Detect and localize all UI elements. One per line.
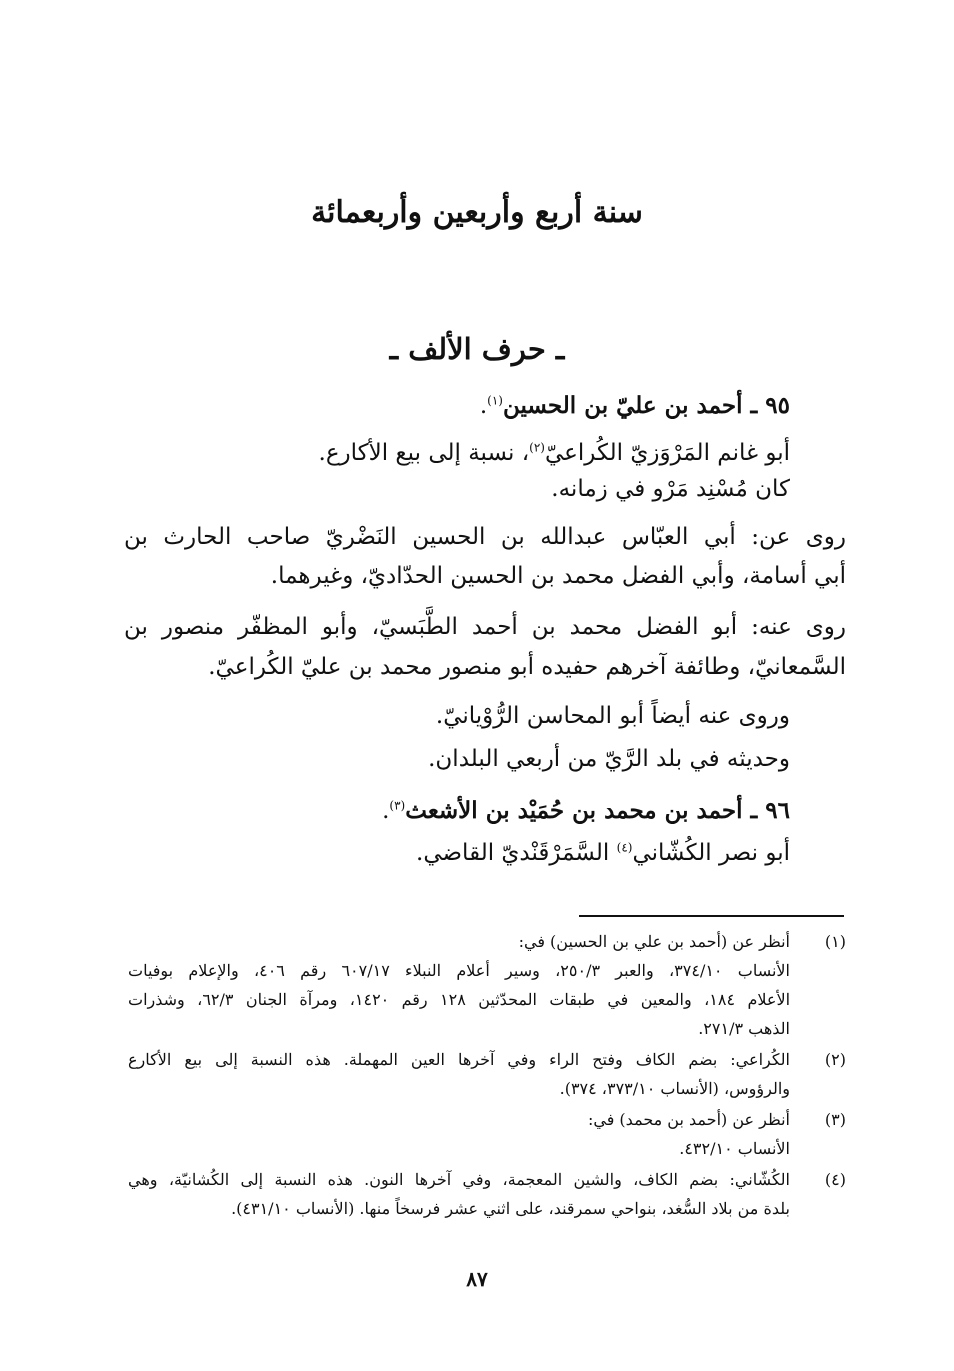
entry-line-text: أبو غانم المَرْوَزيّ الكُراعيّ bbox=[544, 440, 790, 466]
entry-line: أبي أسامة، وأبي الفضل محمد بن الحسين الحدّاديّ، وغيرهما. bbox=[270, 563, 846, 589]
entry-number: ٩٦ ـ bbox=[750, 797, 790, 824]
footnote-ref: (٣) bbox=[389, 798, 406, 813]
section-heading: ـ حرف الألف ـ bbox=[389, 332, 565, 366]
entry-name: أحمد بن محمد بن حُمَيْد بن الأشعث bbox=[405, 797, 743, 824]
entry-line: وروى عنه أيضاً أبو المحاسن الرُّوْيانيّ. bbox=[435, 703, 790, 729]
footnote-number: (٣) bbox=[824, 1110, 846, 1129]
footnote-ref: (١) bbox=[487, 393, 503, 408]
entry-line-text: أبو نصر الكُشّاني bbox=[632, 840, 790, 866]
entry-heading-end: . bbox=[479, 393, 488, 419]
footnote-number: (١) bbox=[824, 932, 846, 951]
entry-number: ٩٥ ـ bbox=[750, 392, 790, 419]
footnote-line: الأعلام ١٨٤، والمعين في طبقات المحدّثين ١٢٨ رقم ١٤٢٠، ومرآة الجنان ٦٢/٣، وشذرات bbox=[128, 990, 791, 1009]
footnote-line: أنظر عن (أحمد بن علي بن الحسين) في: bbox=[518, 932, 790, 951]
page-number: ٨٧ bbox=[466, 1267, 488, 1291]
entry-line-text: ، نسبة إلى بيع الأكارع. bbox=[318, 440, 530, 466]
footnote-line: والرؤوس، (الأنساب ٣٧٣/١٠، ٣٧٤). bbox=[559, 1079, 790, 1098]
entry-line-text: السَّمَرْقَنْديّ القاضي. bbox=[416, 840, 610, 866]
footnote-line: الكُراعي: بضم الكاف وفتح الراء وفي آخرها العين المهملة. هذه النسبة إلى بيع الأكارع bbox=[128, 1050, 790, 1069]
footnote-separator bbox=[579, 915, 844, 917]
entry-heading bbox=[480, 392, 790, 421]
page-title: سنة أربع وأربعين وأربعمائة bbox=[311, 195, 643, 230]
entry-line: روى عنه: أبو الفضل محمد بن أحمد الطَّبَسيّ، وأبو المظفّر منصور بن bbox=[124, 614, 846, 640]
entry-heading bbox=[382, 797, 790, 826]
entry-line: روى عن: أبي العبّاس عبدالله بن الحسين النَضْريّ صاحب الحارث بن bbox=[124, 524, 846, 550]
footnote-line: الأنساب ٣٧٤/١٠، والعبر ٢٥٠/٣، وسير أعلام النبلاء ٦٠٧/١٧ رقم ٤٠٦، والإعلام بوفيات bbox=[128, 961, 791, 980]
entry-line: السَّمعانيّ، وطائفة آخرهم حفيده أبو منصور محمد بن عليّ الكُراعيّ. bbox=[208, 654, 846, 680]
entry-line bbox=[416, 840, 790, 868]
footnote-line: بلدة من بلاد السُّغد، بنواحي سمرقند، على اثني عشر فرسخاً منها. (الأنساب ٤٣١/١٠). bbox=[231, 1199, 790, 1218]
footnote-line: الكُشّاني: بضم الكاف، والشين المعجمة، وفي آخرها النون. هذه النسبة إلى الكُشانيّة، وهي bbox=[128, 1170, 790, 1189]
entry-line: كان مُسْنِد مَرْو في زمانه. bbox=[551, 476, 790, 502]
footnote-line: الذهب ٢٧١/٣. bbox=[698, 1019, 790, 1038]
entry-line bbox=[319, 440, 790, 468]
footnote-line: الأنساب ٤٣٢/١٠. bbox=[679, 1139, 790, 1158]
footnote-number: (٤) bbox=[824, 1170, 846, 1189]
footnote-number: (٢) bbox=[824, 1050, 846, 1069]
footnote-line: أنظر عن (أحمد بن محمد) في: bbox=[587, 1110, 790, 1129]
footnote-ref: (٤) bbox=[616, 840, 633, 855]
footnote-ref: (٢) bbox=[529, 440, 545, 455]
entry-line: وحديثه في بلد الرَّيّ من أربعي البلدان. bbox=[428, 746, 790, 772]
entry-heading-end: . bbox=[382, 798, 390, 824]
entry-name: أحمد بن عليّ بن الحسين bbox=[502, 392, 743, 419]
